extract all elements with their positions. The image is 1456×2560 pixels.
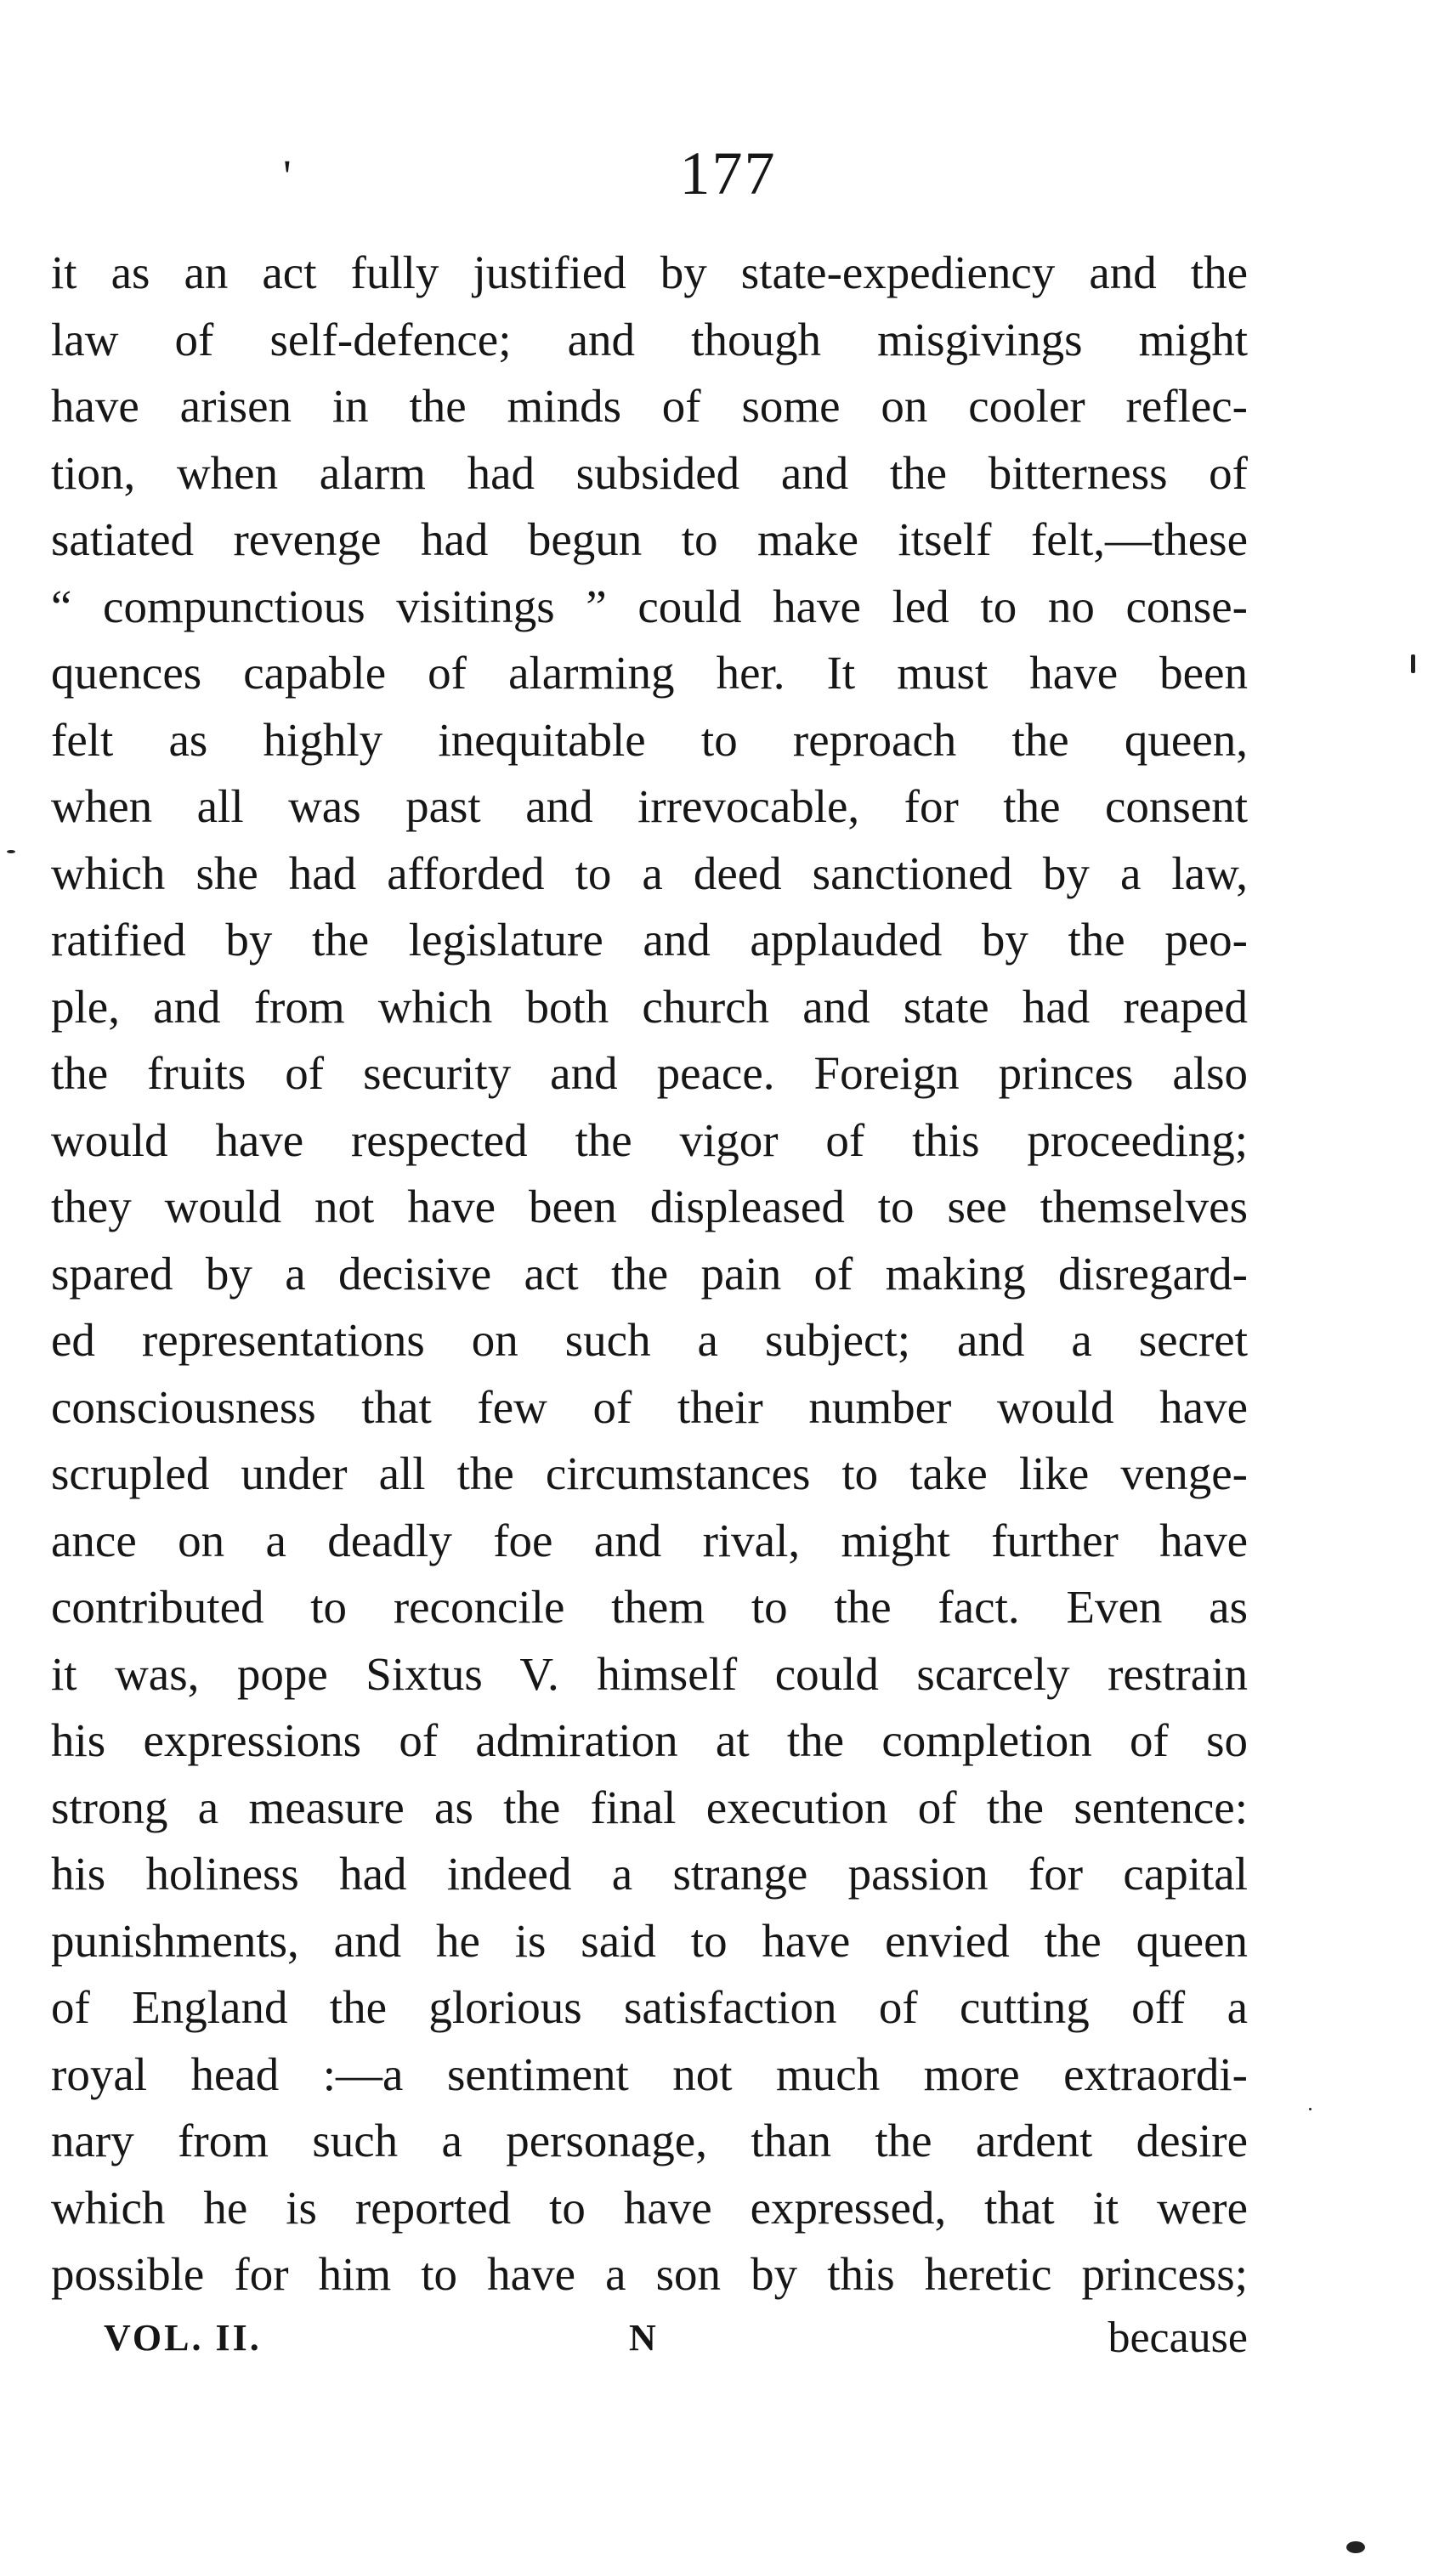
scan-speck (1346, 2541, 1365, 2553)
text-line: quences capable of alarming her. It must have been (51, 647, 1248, 699)
text-line: consciousness that few of their number would have (51, 1380, 1248, 1433)
text-line: royal head :—a sentiment not much more extraordi- (51, 2047, 1248, 2100)
page-number: 177 (679, 139, 777, 207)
catchword: because (1108, 2314, 1248, 2362)
text-line: it was, pope Sixtus V. himself could scarcely restrain (51, 1647, 1248, 1700)
text-line: ple, and from which both church and state had reaped (51, 980, 1248, 1033)
text-line: ratified by the legislature and applauded by the peo- (51, 914, 1248, 966)
text-line: would have respected the vigor of this proceeding; (51, 1113, 1248, 1166)
text-line: ed representations on such a subject; and a secret (51, 1314, 1248, 1366)
text-line: satiated revenge had begun to make itself felt,—these (51, 513, 1248, 565)
text-line: tion, when alarm had subsided and the bitterness of (51, 446, 1248, 499)
text-line: punishments, and he is said to have envied the queen (51, 1914, 1248, 1967)
text-line: they would not have been displeased to see themselves (51, 1181, 1248, 1232)
text-line: have arisen in the minds of some on cooler reflec- (51, 380, 1248, 432)
text-line: it as an act fully justified by state-expediency and the (51, 246, 1248, 298)
scan-speck (7, 850, 15, 853)
text-line: law of self-defence; and though misgivings might (51, 313, 1248, 365)
text-line: contributed to reconcile them to the fact. Even as (51, 1581, 1248, 1633)
text-line: scrupled under all the circumstances to take like venge- (51, 1447, 1248, 1499)
page-footer (51, 2308, 1248, 2368)
text-line: his expressions of admiration at the completion of so (51, 1714, 1248, 1766)
text-line: strong a measure as the final execution of the sentence: (51, 1781, 1248, 1833)
text-line: felt as highly inequitable to reproach the queen, (51, 713, 1248, 766)
text-line: “ compunctious visitings ” could have led to no conse- (51, 580, 1248, 632)
signature-mark: N (629, 2317, 656, 2359)
text-line: which he is reported to have expressed, that it were (51, 2181, 1248, 2234)
text-line: ance on a deadly foe and rival, might further have (51, 1514, 1248, 1566)
text-line: possible for him to have a son by this heretic princess; (51, 2248, 1248, 2300)
folio-mark: ' (283, 150, 292, 201)
text-line: spared by a decisive act the pain of making disregard- (51, 1247, 1248, 1300)
text-line: his holiness had indeed a strange passion for capital (51, 1848, 1248, 1900)
text-line: when all was past and irrevocable, for the consent (51, 780, 1248, 832)
text-line: nary from such a personage, than the ardent desire (51, 2115, 1248, 2166)
scan-speck (1309, 2108, 1312, 2110)
scan-speck (1411, 654, 1415, 673)
text-line: of England the glorious satisfaction of cutting off a (51, 1981, 1248, 2033)
body-text (51, 240, 1248, 2308)
volume-signature: VOL. II. (104, 2317, 262, 2359)
text-line: the fruits of security and peace. Foreign princes also (51, 1047, 1248, 1099)
text-line: which she had afforded to a deed sanctioned by a law, (51, 847, 1248, 899)
